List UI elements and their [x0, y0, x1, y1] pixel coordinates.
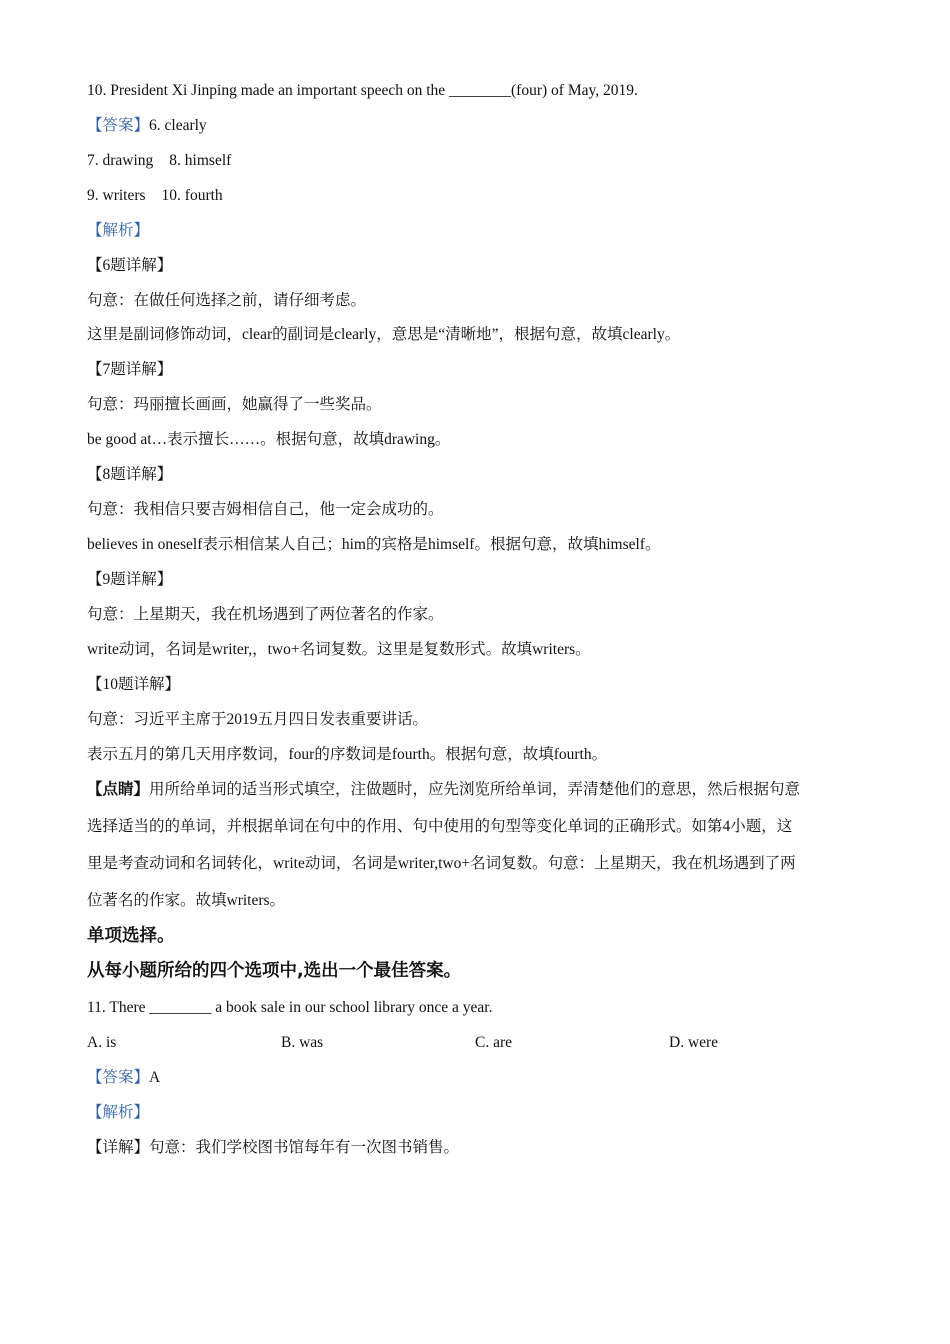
- detail-7-heading: 【7题详解】: [87, 361, 173, 378]
- answer-row: [87, 116, 207, 136]
- answer-9: 9. writers: [87, 187, 146, 204]
- q11-answer: A: [149, 1069, 161, 1086]
- answer-7: 7. drawing: [87, 152, 154, 169]
- q11-analysis-label: 【解析】: [87, 1104, 150, 1121]
- q11-answer-row: [87, 1068, 160, 1088]
- detail-8-heading: 【8题详解】: [87, 466, 173, 483]
- option-a: A. is: [87, 1034, 117, 1051]
- detail-6-line-1: 句意：在做任何选择之前，请仔细考虑。: [87, 292, 367, 309]
- q11-detail-row: [87, 1138, 459, 1158]
- analysis-label: 【解析】: [87, 222, 150, 239]
- answer-10: 10. fourth: [161, 187, 223, 204]
- answer-8: 8. himself: [169, 152, 232, 169]
- section-instruction: 从每小题所给的四个选项中,选出一个最佳答案。: [87, 961, 462, 981]
- question-11: 11. There ________ a book sale in our school library once a year.: [87, 999, 493, 1016]
- detail-10-line-2: 表示五月的第几天用序数词，four的序数词是fourth。根据句意，故填fourth。: [87, 746, 608, 763]
- tip-label: 【点睛】: [87, 781, 150, 798]
- detail-9-line-1: 句意：上星期天，我在机场遇到了两位著名的作家。: [87, 606, 444, 623]
- option-c: C. are: [475, 1034, 513, 1051]
- detail-6-line-2: 这里是副词修饰动词，clear的副词是clearly，意思是“清晰地”，根据句意，故填clearly。: [87, 326, 681, 343]
- option-b: B. was: [281, 1034, 324, 1051]
- question-10: 10. President Xi Jinping made an important speech on the ________(four) of May, 2019.: [87, 82, 638, 99]
- tip-line-4: 位著名的作家。故填writers。: [87, 892, 286, 909]
- detail-6-heading: 【6题详解】: [87, 257, 173, 274]
- q11-detail-label: 【详解】: [87, 1139, 150, 1156]
- section-title: 单项选择。: [87, 926, 175, 946]
- answer-row-3: [87, 186, 223, 206]
- detail-9-heading: 【9题详解】: [87, 571, 173, 588]
- detail-8-line-1: 句意：我相信只要吉姆相信自己，他一定会成功的。: [87, 501, 444, 518]
- q11-answer-label: 【答案】: [87, 1069, 150, 1086]
- answer-label: 【答案】: [87, 117, 150, 134]
- detail-10-heading: 【10题详解】: [87, 676, 181, 693]
- tip-line-1: [87, 780, 800, 800]
- option-d: D. were: [669, 1034, 719, 1051]
- detail-9-line-2: write动词，名词是writer,，two+名词复数。这里是复数形式。故填writers。: [87, 641, 591, 658]
- tip-text-1: 用所给单词的适当形式填空，注做题时，应先浏览所给单词，弄清楚他们的意思，然后根据句意: [149, 781, 801, 798]
- answer-6: 6. clearly: [149, 117, 207, 134]
- detail-7-line-2: be good at…表示擅长……。根据句意，故填drawing。: [87, 431, 451, 448]
- detail-7-line-1: 句意：玛丽擅长画画，她赢得了一些奖品。: [87, 396, 382, 413]
- detail-10-line-1: 句意：习近平主席于2019五月四日发表重要讲话。: [87, 711, 429, 728]
- q11-detail-text: 句意：我们学校图书馆每年有一次图书销售。: [149, 1139, 460, 1156]
- tip-line-3: 里是考查动词和名词转化，write动词，名词是writer,two+名词复数。句意：上星期天，我在机场遇到了两: [87, 855, 796, 872]
- tip-line-2: 选择适当的的单词，并根据单词在句中的作用、句中使用的句型等变化单词的正确形式。如第4小题，这: [87, 818, 793, 835]
- detail-8-line-2: believes in oneself表示相信某人自己；him的宾格是himself。根据句意，故填himself。: [87, 536, 661, 553]
- answer-row-2: [87, 151, 231, 171]
